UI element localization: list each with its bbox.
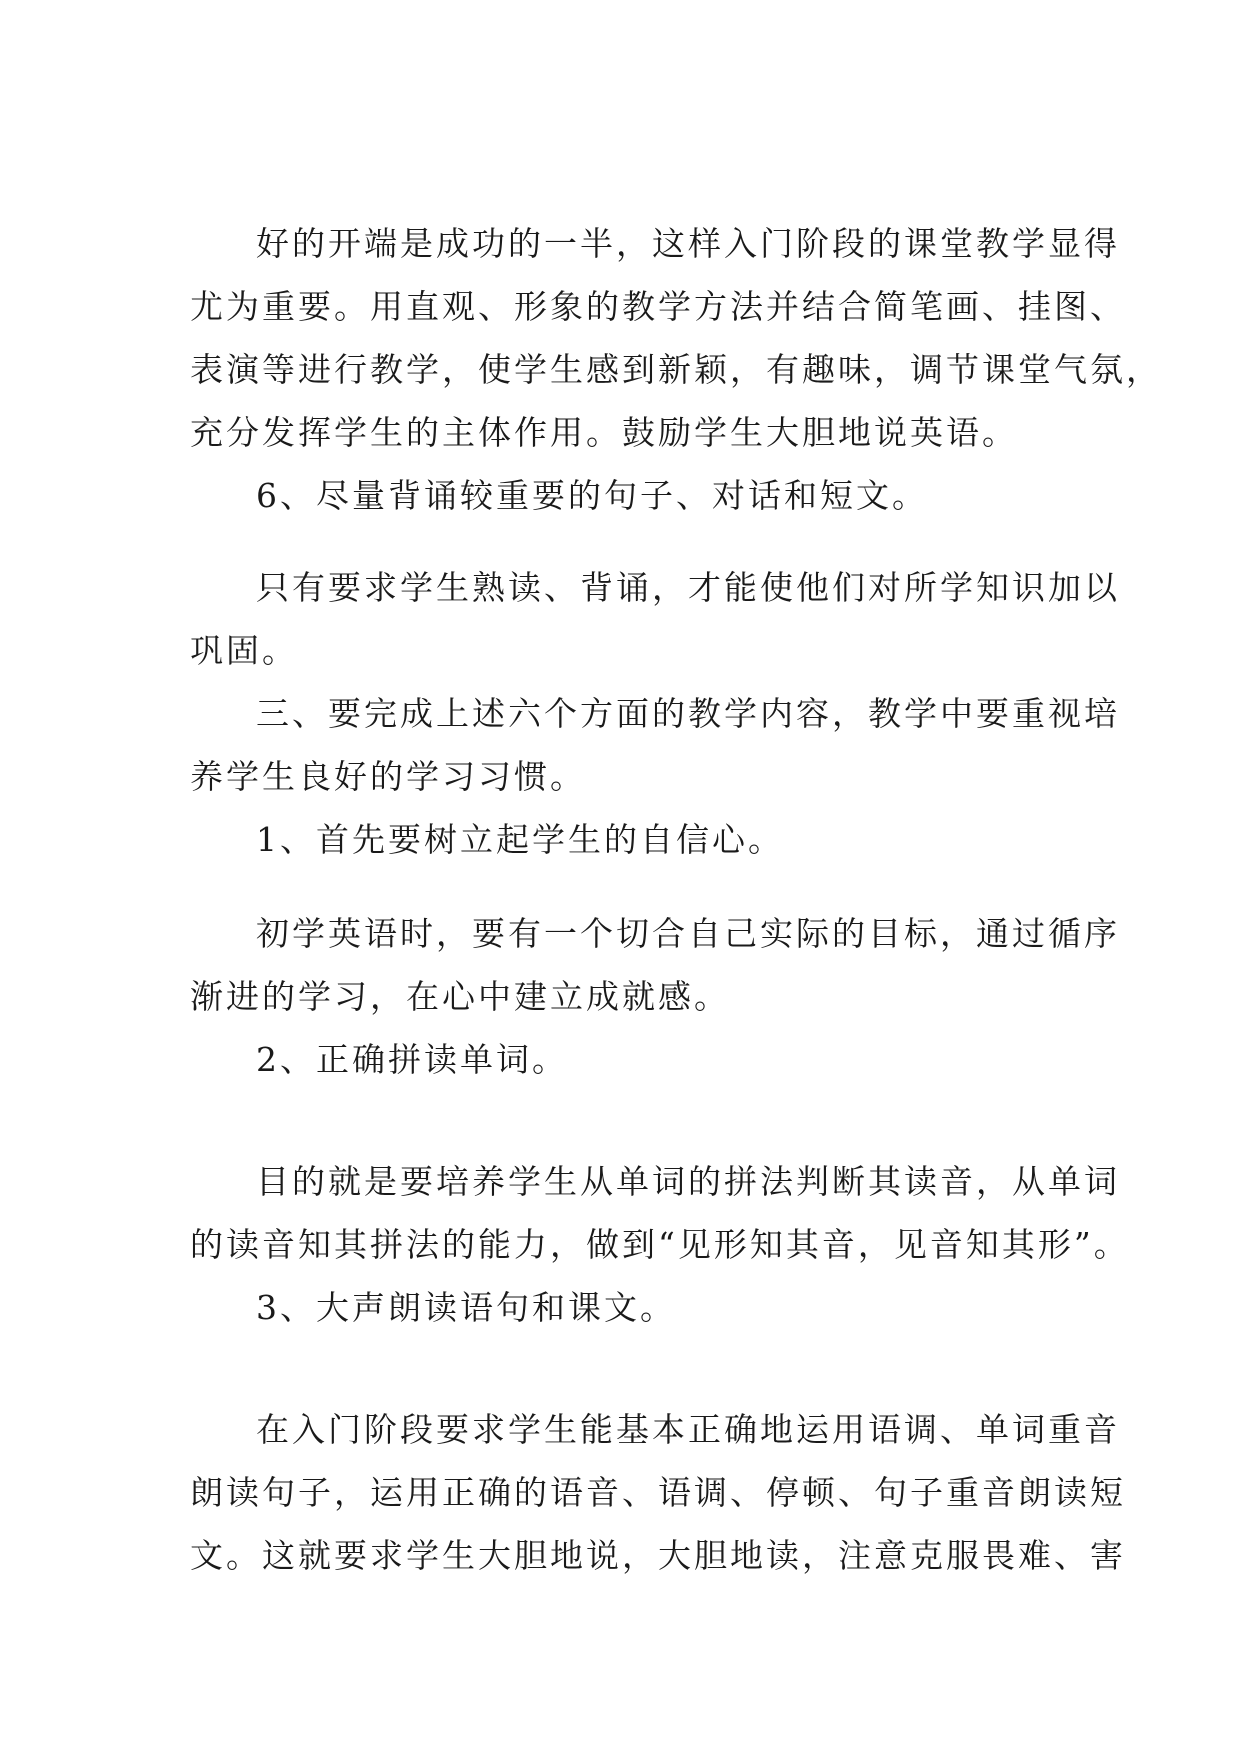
paragraph-recite xyxy=(190,556,1120,871)
text-line: 充分发挥学生的主体作用。鼓励学生大胆地说英语。 xyxy=(190,413,1018,452)
text-line: 朗读句子，运用正确的语音、语调、停顿、句子重音朗读短 xyxy=(190,1473,1126,1512)
text-line: 文。这就要求学生大胆地说，大胆地读，注意克服畏难、害 xyxy=(190,1536,1126,1575)
text-line: 的读音知其拼法的能力，做到“见形知其音，见音知其形”。 xyxy=(190,1225,1130,1264)
item-heading-3: 3、大声朗读语句和课文。 xyxy=(256,1288,676,1327)
text-line: 养学生良好的学习习惯。 xyxy=(190,757,586,796)
text-line: 巩固。 xyxy=(190,631,298,670)
text-line: 好的开端是成功的一半，这样入门阶段的课堂教学显得 xyxy=(256,224,1120,263)
item-heading-1: 1、首先要树立起学生的自信心。 xyxy=(256,820,784,859)
text-line: 表演等进行教学，使学生感到新颖，有趣味，调节课堂气氛， xyxy=(190,350,1162,389)
text-line: 在入门阶段要求学生能基本正确地运用语调、单词重音 xyxy=(256,1410,1120,1449)
text-line: 目的就是要培养学生从单词的拼法判断其读音，从单词 xyxy=(256,1162,1120,1201)
text-line: 初学英语时，要有一个切合自己实际的目标，通过循序 xyxy=(256,914,1120,953)
text-line: 只有要求学生熟读、背诵，才能使他们对所学知识加以 xyxy=(256,568,1120,607)
text-line: 渐进的学习，在心中建立成就感。 xyxy=(190,977,730,1016)
text-line: 尤为重要。用直观、形象的教学方法并结合简笔画、挂图、 xyxy=(190,287,1126,326)
section-heading-3: 三、要完成上述六个方面的教学内容，教学中要重视培 xyxy=(256,694,1120,733)
paragraph-reading xyxy=(190,1398,1126,1587)
item-heading-6: 6、尽量背诵较重要的句子、对话和短文。 xyxy=(256,476,928,515)
paragraph-spelling xyxy=(190,1150,1130,1339)
item-heading-2: 2、正确拼读单词。 xyxy=(256,1040,568,1079)
paragraph-confidence xyxy=(190,902,1120,1091)
paragraph-intro xyxy=(190,212,1162,527)
